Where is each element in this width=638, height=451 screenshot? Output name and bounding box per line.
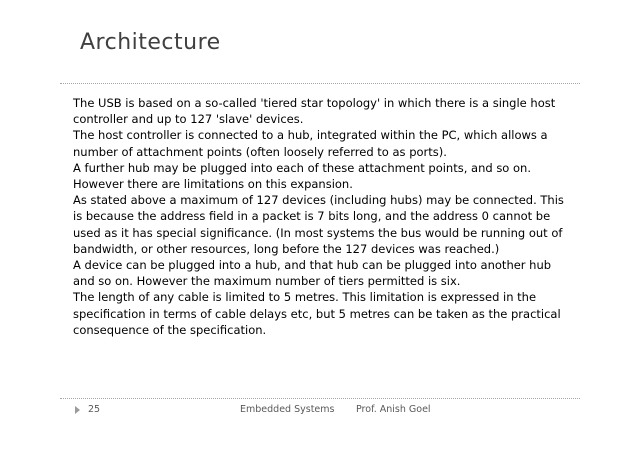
- footer-divider: [60, 398, 580, 399]
- paragraph-tiers: A device can be plugged into a hub, and that hub can be plugged into another hub and so on. However the maximum number of tiers permitted is six.: [73, 258, 552, 289]
- footer-author: Prof. Anish Goel: [356, 404, 431, 415]
- footer-course: Embedded Systems: [240, 404, 335, 415]
- slide-body: [73, 95, 573, 338]
- paragraph-further-hub: A further hub may be plugged into each of these attachment points, and so on. However there are limitations on this expansion.: [73, 160, 531, 192]
- footer-triangle-icon: [75, 406, 80, 414]
- paragraph-topology: The USB is based on a so-called 'tiered star topology' in which there is a single host controller and up to 127 'slave' devices.: [73, 96, 556, 127]
- paragraph-host-controller: The host controller is connected to a hub, integrated within the PC, which allows a number of attachment points (often loosely referred to as ports).: [73, 128, 548, 159]
- slide-title: Architecture: [80, 30, 221, 55]
- paragraph-cable-length: The length of any cable is limited to 5 metres. This limitation is expressed in the specification in terms of cable delays etc, but 5 metres can be taken as the practical consequence of the specification.: [73, 290, 561, 337]
- page-number: 25: [88, 404, 101, 415]
- title-divider: [60, 83, 580, 84]
- paragraph-max-devices: As stated above a maximum of 127 devices (including hubs) may be connected. This is because the address field in a packet is 7 bits long, and the address 0 cannot be used as it has special significance. (In most systems the bus would be running out of bandwidth, or other resources, long before the 127 devices was reached.): [73, 193, 564, 256]
